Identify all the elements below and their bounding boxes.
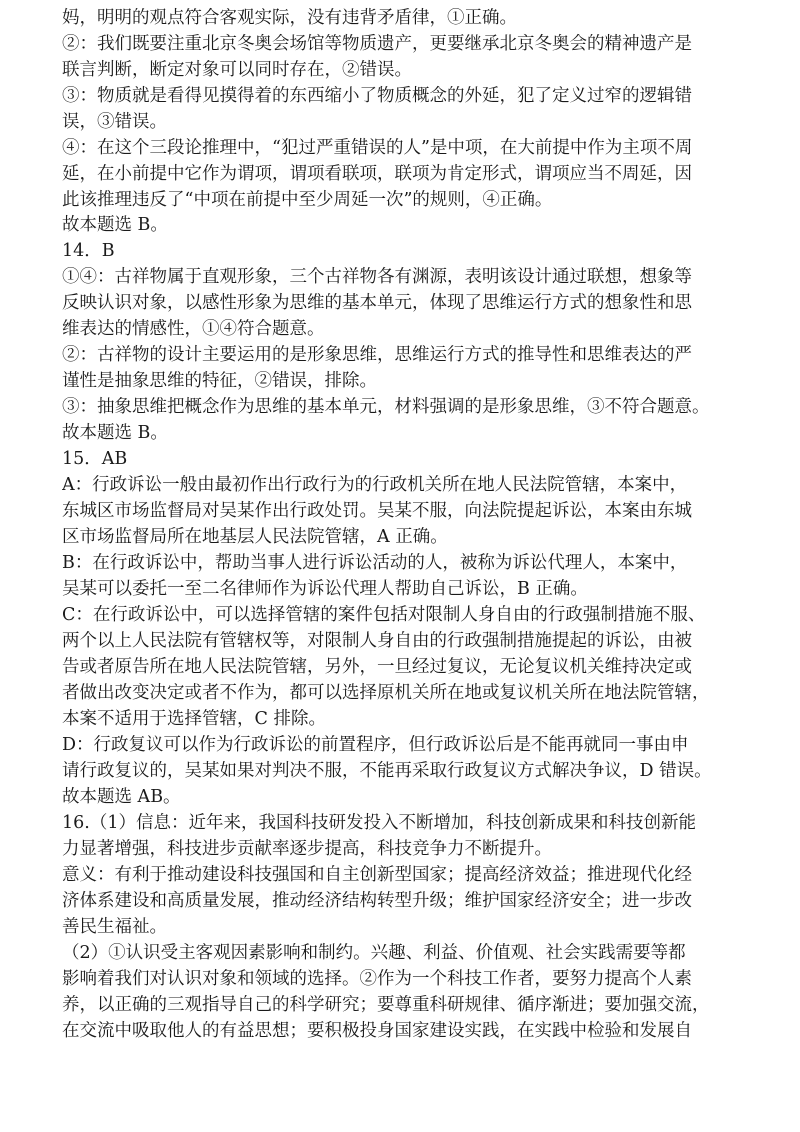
text-line: 在交流中吸取他人的有益思想；要积极投身国家建设实践，在实践中检验和发展自	[62, 1021, 692, 1041]
text-line: 力显著增强，科技进步贡献率逐步提高，科技竞争力不断提升。	[62, 839, 552, 859]
text-line: 意义：有利于推动建设科技强国和自主创新型国家；提高经济效益；推进现代化经	[62, 865, 692, 885]
text-line: 两个以上人民法院有管辖权等，对限制人身自由的行政强制措施提起的诉讼，由被	[62, 631, 692, 651]
text-line: 善民生福祉。	[62, 917, 167, 937]
text-line: 告或者原告所在地人民法院管辖，另外，一旦经过复议，无论复议机关维持决定或	[62, 657, 692, 677]
text-line: 吴某可以委托一至二名律师作为诉讼代理人帮助自己诉讼，B 正确。	[62, 579, 588, 599]
text-line: ①④：古祥物属于直观形象，三个古祥物各有渊源，表明该设计通过联想，想象等	[62, 267, 692, 287]
text-line: B：在行政诉讼中，帮助当事人进行诉讼活动的人，被称为诉讼代理人，本案中，	[62, 553, 688, 573]
text-line: ③：抽象思维把概念作为思维的基本单元，材料强调的是形象思维，③不符合题意。	[62, 397, 710, 417]
text-line: 故本题选 B。	[62, 215, 168, 235]
text-line: ②：古祥物的设计主要运用的是形象思维，思维运行方式的推导性和思维表达的严	[62, 345, 692, 365]
text-line: 故本题选 AB。	[62, 787, 181, 807]
text-line: 养，以正确的三观指导自己的科学研究；要尊重科研规律、循序渐进；要加强交流，	[62, 995, 710, 1015]
text-line: 影响着我们对认识对象和领域的选择。②作为一个科技工作者，要努力提高个人素	[62, 969, 692, 989]
text-line: 区市场监督局所在地基层人民法院管辖，A 正确。	[62, 527, 448, 547]
text-line: 延，在小前提中它作为谓项，谓项看联项，联项为肯定形式，谓项应当不周延，因	[62, 164, 692, 184]
text-line: ④：在这个三段论推理中，“犯过严重错误的人”是中项，在大前提中作为主项不周	[62, 138, 693, 158]
text-line: （2）①认识受主客观因素影响和制约。兴趣、利益、价值观、社会实践需要等都	[62, 943, 686, 963]
text-line: 者做出改变决定或者不作为，都可以选择原机关所在地或复议机关所在地法院管辖，	[62, 683, 710, 703]
question-number: 15．AB	[62, 449, 128, 469]
question-number: 14．B	[62, 241, 115, 261]
text-line: 东城区市场监督局对吴某作出行政处罚。吴某不服，向法院提起诉讼，本案由东城	[62, 501, 692, 521]
text-line: A：行政诉讼一般由最初作出行政行为的行政机关所在地人民法院管辖，本案中，	[62, 475, 688, 495]
text-line: 妈，明明的观点符合客观实际，没有违背矛盾律，①正确。	[62, 8, 517, 28]
text-line: 联言判断，断定对象可以同时存在，②错误。	[62, 60, 412, 80]
text-line: 维表达的情感性，①④符合题意。	[62, 319, 325, 339]
text-line: 此该推理违反了“中项在前提中至少周延一次”的规则，④正确。	[62, 190, 553, 210]
text-line: 误，③错误。	[62, 112, 167, 132]
text-line: ③：物质就是看得见摸得着的东西缩小了物质概念的外延，犯了定义过窄的逻辑错	[62, 86, 692, 106]
text-line: 本案不适用于选择管辖，C 排除。	[62, 709, 326, 729]
text-line: 反映认识对象，以感性形象为思维的基本单元，体现了思维运行方式的想象性和思	[62, 293, 692, 313]
text-line: 济体系建设和高质量发展，推动经济结构转型升级；维护国家经济安全；进一步改	[62, 891, 692, 911]
question-number: 16.（1）信息：近年来，我国科技研发投入不断增加，科技创新成果和科技创新能	[62, 813, 696, 833]
text-line: C：在行政诉讼中，可以选择管辖的案件包括对限制人身自由的行政强制措施不服、	[62, 605, 706, 625]
text-line: 请行政复议的，吴某如果对判决不服，不能再采取行政复议方式解决争议，D 错误。	[62, 761, 712, 781]
text-line: 故本题选 B。	[62, 423, 168, 443]
text-line: 谨性是抽象思维的特征，②错误，排除。	[62, 371, 377, 391]
text-line: D：行政复议可以作为行政诉讼的前置程序，但行政诉讼后是不能再就同一事由申	[62, 735, 689, 755]
text-line: ②：我们既要注重北京冬奥会场馆等物质遗产，更要继承北京冬奥会的精神遗产是	[62, 34, 692, 54]
